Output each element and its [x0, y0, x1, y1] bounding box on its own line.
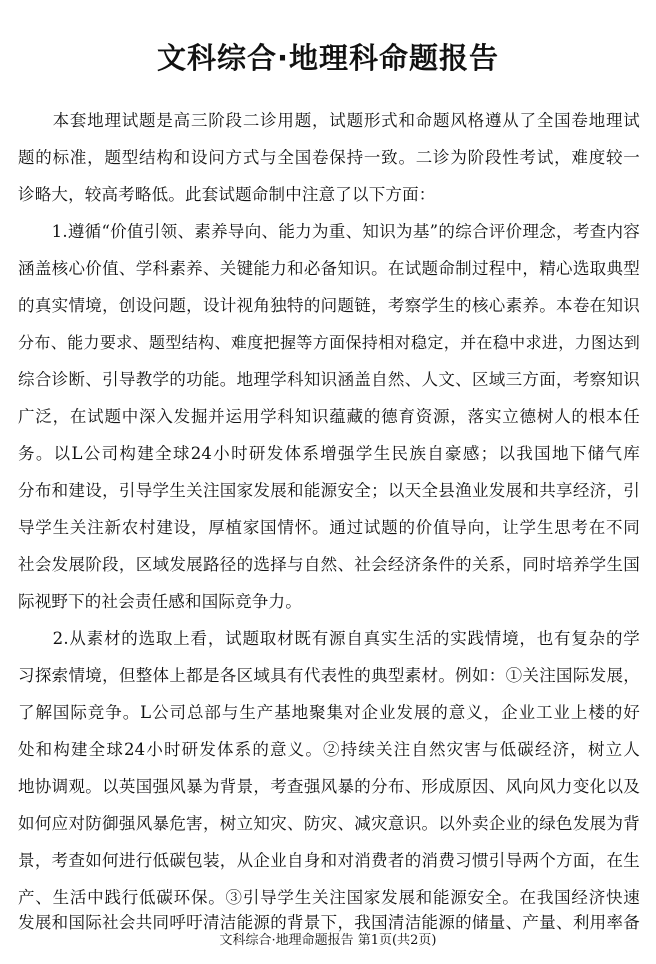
paragraph-line: 分布、能力要求、题型结构、难度把握等方面保持相对稳定，并在稳中求进，力图达到 [18, 333, 640, 352]
paragraph-line: 际视野下的社会责任感和国际竞争力。 [18, 592, 302, 611]
paragraph-line: 了解国际竞争。L公司总部与生产基地聚集对企业发展的意义，企业工业上楼的好 [18, 703, 640, 722]
paragraph-line: 社会发展阶段，区域发展路径的选择与自然、社会经济条件的关系，同时培养学生国 [18, 555, 640, 574]
paragraph-line: 1.遵循“价值引领、素养导向、能力为重、知识为基”的综合评价理念，考查内容 [18, 222, 640, 241]
paragraph-line: 涵盖核心价值、学科素养、关键能力和必备知识。在试题命制过程中，精心选取典型 [18, 259, 640, 278]
paragraph-line: 如何应对防御强风暴危害，树立知灾、防灾、减灾意识。以外卖企业的绿色发展为背 [18, 814, 640, 833]
paragraph-line: 2.从素材的选取上看，试题取材既有源自真实生活的实践情境，也有复杂的学 [18, 629, 640, 648]
paragraph-line: 综合诊断、引导教学的功能。地理学科知识涵盖自然、人文、区域三方面，考察知识 [18, 370, 640, 389]
paragraph-line: 导学生关注新农村建设，厚植家国情怀。通过试题的价值导向，让学生思考在不同 [18, 518, 640, 537]
paragraph-line: 分布和建设，引导学生关注国家发展和能源安全；以天全县渔业发展和共享经济，引 [18, 481, 640, 500]
paragraph-line: 发展和国际社会共同呼吁清洁能源的背景下，我国清洁能源的储量、产量、利用率备 [18, 913, 640, 932]
paragraph-line: 题的标准，题型结构和设问方式与全国卷保持一致。二诊为阶段性考试，难度较一 [18, 148, 640, 167]
paragraph-line: 务。以L公司构建全球24小时研发体系增强学生民族自豪感；以我国地下储气库 [18, 444, 640, 463]
paragraph-line: 处和构建全球24小时研发体系的意义。②持续关注自然灾害与低碳经济，树立人 [18, 740, 640, 759]
page-footer: 文科综合·地理命题报告 第1页(共2页) [219, 933, 437, 948]
paragraph-line: 产、生活中践行低碳环保。③引导学生关注国家发展和能源安全。在我国经济快速 [18, 888, 640, 907]
paragraph-line: 景，考查如何进行低碳包装，从企业自身和对消费者的消费习惯引导两个方面，在生 [18, 851, 640, 870]
paragraph-line: 本套地理试题是高三阶段二诊用题，试题形式和命题风格遵从了全国卷地理试 [18, 111, 640, 130]
paragraph-line: 诊略大，较高考略低。此套试题命制中注意了以下方面： [18, 185, 436, 204]
paragraph-line: 地协调观。以英国强风暴为背景，考查强风暴的分布、形成原因、风向风力变化以及 [18, 777, 640, 796]
document-title: 文科综合·地理科命题报告 [156, 41, 500, 75]
paragraph-line: 习探索情境，但整体上都是各区域具有代表性的典型素材。例如：①关注国际发展， [18, 666, 640, 685]
paragraph-line: 的真实情境，创设问题，设计视角独特的问题链，考察学生的核心素养。本卷在知识 [18, 296, 640, 315]
paragraph-line: 广泛，在试题中深入发掘并运用学科知识蕴藏的德育资源，落实立德树人的根本任 [18, 407, 640, 426]
